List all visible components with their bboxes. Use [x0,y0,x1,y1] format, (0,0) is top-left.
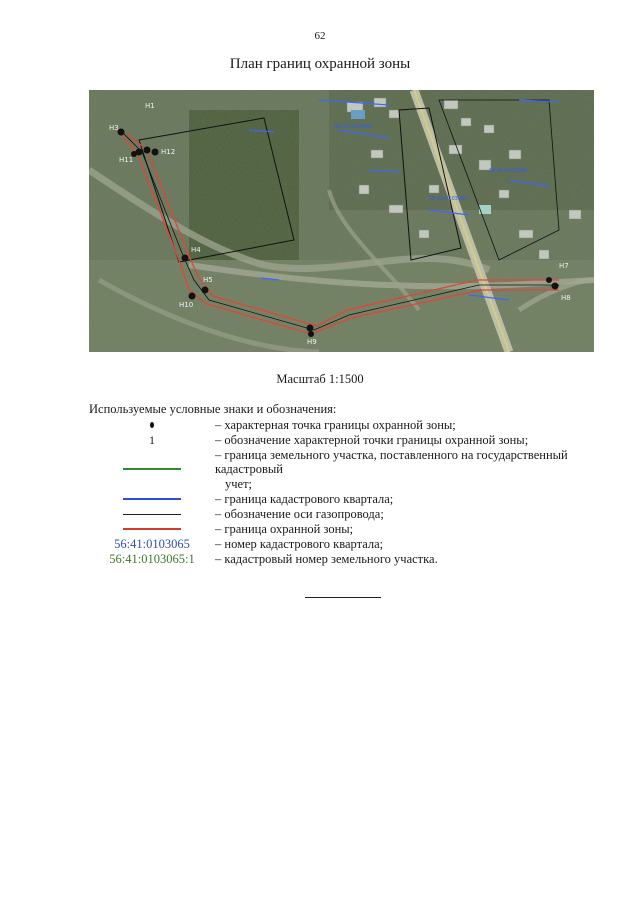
legend-row-quarter-boundary: – граница кадастрового квартала; [89,492,609,506]
legend: – характерная точка границы охранной зоны; 1 – обозначение характерной точки границы охранной зоны; – граница земельного участка, поставленного на государственный кадастровый учет; – граница кадастрового квартала; – обозначение оси газопровода; – граница охранной зоны; 56:41:0103065 – номер кадастрового квартала; 56:41:0103065:1 – кадастровый номер земельного участка. [89,418,609,567]
svg-text:Н3: Н3 [109,124,119,132]
svg-text:Н10: Н10 [179,301,194,309]
svg-text:Н8: Н8 [561,294,571,302]
gas-axis-line-icon [123,514,181,515]
legend-row-point-label: 1 – обозначение характерной точки границы охранной зоны; [149,433,529,447]
point-marker-icon [150,422,154,428]
svg-text:Н7: Н7 [559,262,569,270]
map-scale: Масштаб 1:1500 [276,372,364,386]
page-title: План границ охранной зоны [229,56,411,72]
svg-text:56:41:0103065: 56:41:0103065 [334,124,373,130]
page-number: 62 [314,30,326,42]
legend-row-land-boundary: – граница земельного участка, поставленного на государственный кадастровый [89,448,609,476]
svg-text:Н5: Н5 [203,276,213,284]
svg-text:56:41:0103065: 56:41:0103065 [429,196,468,202]
zone-boundary-line-icon [123,528,181,530]
quarter-number-sample: 56:41:0103065 [114,537,190,551]
svg-text:Н4: Н4 [191,246,201,254]
svg-text:Н12: Н12 [161,148,176,156]
point-number-sample: 1 [149,433,155,447]
svg-text:Н1: Н1 [145,102,155,110]
legend-row-zone-boundary: – граница охранной зоны; [89,522,609,536]
svg-text:Н11: Н11 [119,156,134,164]
land-boundary-line-icon [123,468,181,470]
svg-text:56:41:0103065: 56:41:0103065 [489,168,528,174]
svg-text:Н9: Н9 [307,338,317,346]
quarter-boundary-line-icon [123,498,181,500]
parcel-number-sample: 56:41:0103065:1 [109,552,195,566]
legend-row-gas-axis: – обозначение оси газопровода; [89,507,609,521]
legend-row-quarter-number: 56:41:0103065 – номер кадастрового квартала; [114,537,384,551]
separator-line [305,597,381,598]
satellite-map [89,90,594,352]
legend-row-point: – характерная точка границы охранной зоны; [89,418,609,432]
legend-title: Используемые условные знаки и обозначения: [89,402,337,416]
legend-row-parcel-number: 56:41:0103065:1 – кадастровый номер земельного участка. [109,552,438,566]
